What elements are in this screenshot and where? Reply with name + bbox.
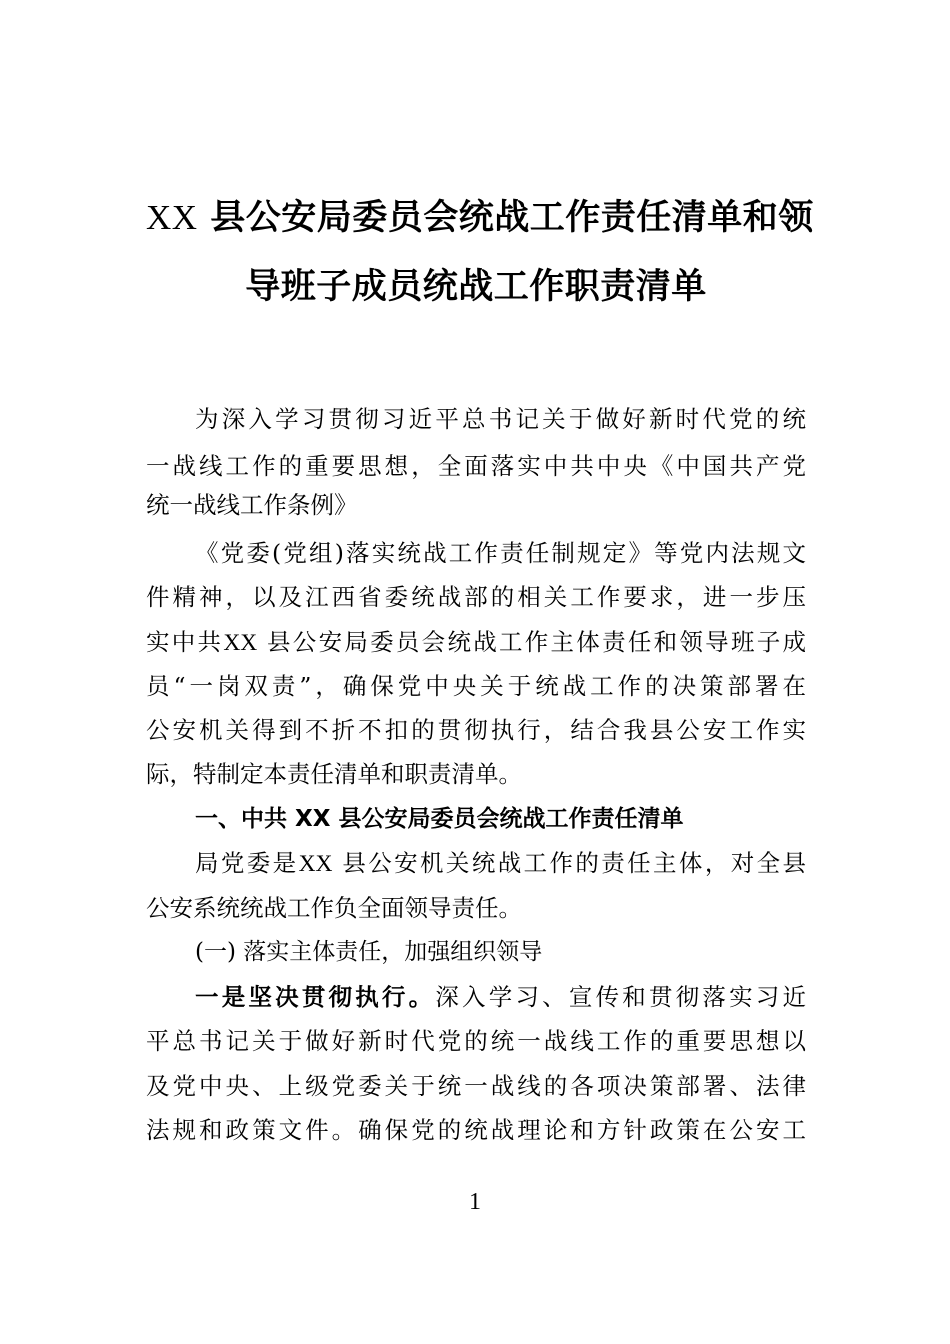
item-1-line-1-rest: 深入学习、宣传和贯彻落实习近 xyxy=(435,983,807,1011)
item-1-line-2: 平总书记关于做好新时代党的统一战线工作的重要思想以 xyxy=(146,1027,806,1055)
para2-line-5: 公安机关得到不折不扣的贯彻执行，结合我县公安工作实 xyxy=(146,716,806,744)
page-number: 1 xyxy=(469,1189,481,1215)
para2-line-3 xyxy=(146,626,806,659)
subsection-1-heading: (一) 落实主体责任，加强组织领导 xyxy=(195,939,543,965)
item-1-lead: 一是坚决贯彻执行。 xyxy=(195,983,436,1011)
document-title-line-2: 导班子成员统战工作职责清单 xyxy=(245,266,707,307)
section-1-line-1 xyxy=(195,847,806,880)
intro-line-1: 为深入学习贯彻习近平总书记关于做好新时代党的统 xyxy=(195,405,806,433)
para2-line-3-xx: XX xyxy=(223,630,258,656)
intro-line-3: 统一战线工作条例》 xyxy=(146,491,358,519)
para2-line-4: 员“一岗双责”，确保党中央关于统战工作的决策部署在 xyxy=(146,672,806,700)
item-1-line-3: 及党中央、上级党委关于统一战线的各项决策部署、法律 xyxy=(146,1072,806,1100)
para2-line-2: 件精神，以及江西省委统战部的相关工作要求，进一步压 xyxy=(146,583,806,611)
title-line-1-rest: 县公安局委员会统战工作责任清单和领 xyxy=(197,197,814,238)
document-title-line-1 xyxy=(146,197,814,238)
section-1-line-1-pre: 局党委是 xyxy=(195,849,299,877)
section-1-line-1-post: 县公安机关统战工作的责任主体，对全县 xyxy=(332,849,806,877)
item-1-line-4: 法规和政策文件。确保党的统战理论和方针政策在公安工 xyxy=(146,1116,806,1144)
title-prefix: XX xyxy=(146,198,198,237)
intro-line-2: 一战线工作的重要思想，全面落实中共中央《中国共产党 xyxy=(146,452,806,480)
section-1-heading: 一、中共 XX 县公安局委员会统战工作责任清单 xyxy=(195,806,684,832)
section-1-line-2: 公安系统统战工作负全面领导责任。 xyxy=(146,894,522,922)
para2-line-3-pre: 实中共 xyxy=(146,628,224,656)
item-1-line-1 xyxy=(195,981,806,1013)
section-1-line-1-xx: XX xyxy=(298,851,333,877)
para2-line-3-post: 县公安局委员会统战工作主体责任和领导班子成 xyxy=(257,628,806,656)
para2-line-1: 《党委(党组)落实统战工作责任制规定》等党内法规文 xyxy=(195,539,806,567)
para2-line-6: 际，特制定本责任清单和职责清单。 xyxy=(146,760,522,788)
